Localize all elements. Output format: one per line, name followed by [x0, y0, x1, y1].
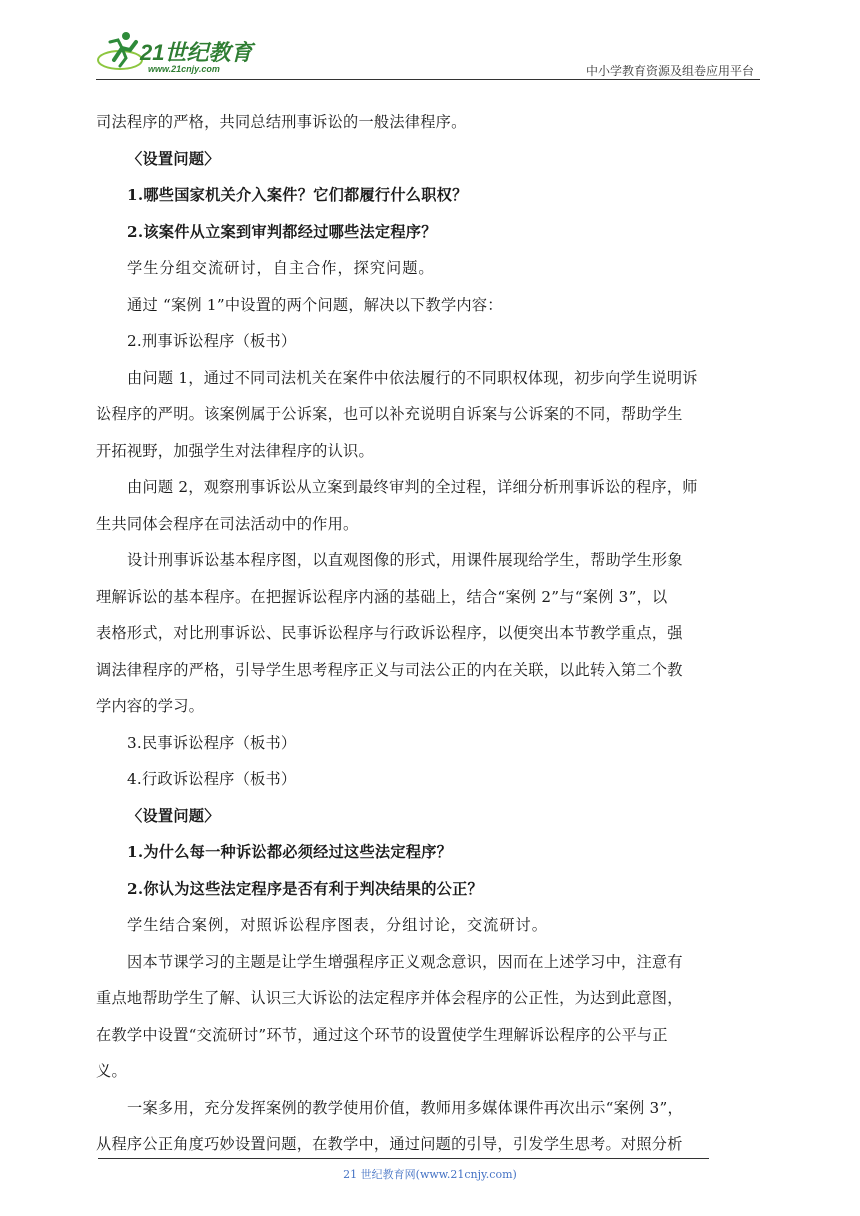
- text-line: 通过 “案例 1”中设置的两个问题，解决以下教学内容：: [127, 295, 503, 314]
- 21cnjy-logo: [96, 30, 266, 76]
- text-line: 表格形式，对比刑事诉讼、民事诉讼程序与行政诉讼程序，以便突出本节教学重点，强: [96, 624, 683, 642]
- text-line: 2.该案件从立案到审判都经过哪些法定程序？: [127, 222, 437, 241]
- text-line: 在教学中设置“交流研讨”环节，通过这个环节的设置使学生理解诉讼程序的公平与正: [96, 1025, 668, 1044]
- text-line: 1.哪些国家机关介入案件？它们都履行什么职权？: [127, 186, 468, 204]
- text-line: 义。: [96, 1062, 127, 1080]
- text-line: 重点地帮助学生了解、认识三大诉讼的法定程序并体会程序的公正性，为达到此意图，: [96, 989, 683, 1007]
- logo-text: 21世纪教育: [140, 40, 253, 65]
- text-line: 讼程序的严明。该案例属于公诉案，也可以补充说明自诉案与公诉案的不同，帮助学生: [96, 405, 683, 423]
- text-line: 3.民事诉讼程序（板书）: [127, 733, 297, 752]
- text-line: 一案多用，充分发挥案例的教学使用价值，教师用多媒体课件再次出示“案例 3”，: [127, 1098, 683, 1117]
- text-line: 开拓视野，加强学生对法律程序的认识。: [96, 441, 374, 460]
- text-line: 1.为什么每一种诉讼都必须经过这些法定程序？: [127, 843, 453, 861]
- text-line: 由问题 1，通过不同司法机关在案件中依法履行的不同职权体现，初步向学生说明诉: [127, 368, 698, 387]
- footer-divider: [98, 1158, 709, 1159]
- text-line: 2.刑事诉讼程序（板书）: [127, 332, 297, 350]
- text-line: 司法程序的严格，共同总结刑事诉讼的一般法律程序。: [96, 113, 467, 131]
- logo-url: www.21cnjy.com: [148, 64, 220, 74]
- text-line: 调法律程序的严格，引导学生思考程序正义与司法公正的内在关联，以此转入第二个教: [96, 660, 683, 679]
- document-body: [96, 104, 764, 1163]
- text-line: 〈设置问题〉: [127, 806, 220, 825]
- text-line: 设计刑事诉讼基本程序图，以直观图像的形式，用课件展现给学生，帮助学生形象: [127, 551, 683, 569]
- text-line: 学生分组交流研讨，自主合作，探究问题。: [127, 259, 435, 277]
- text-line: 由问题 2，观察刑事诉讼从立案到最终审判的全过程，详细分析刑事诉讼的程序，师: [127, 478, 698, 496]
- text-line: 学内容的学习。: [96, 697, 205, 715]
- header-divider: [96, 79, 760, 80]
- text-line: 学生结合案例，对照诉讼程序图表，分组讨论，交流研讨。: [127, 916, 548, 934]
- text-line: 4.行政诉讼程序（板书）: [127, 770, 297, 788]
- text-line: 2.你认为这些法定程序是否有利于判决结果的公正？: [127, 879, 483, 898]
- text-line: 〈设置问题〉: [127, 149, 220, 168]
- platform-name: 中小学教育资源及组卷应用平台: [585, 64, 754, 78]
- text-line: 生共同体会程序在司法活动中的作用。: [96, 514, 359, 533]
- text-line: 从程序公正角度巧妙设置问题，在教学中，通过问题的引导，引发学生思考。对照分析: [96, 1135, 683, 1153]
- text-line: 理解诉讼的基本程序。在把握诉讼程序内涵的基础上，结合“案例 2”与“案例 3”，以: [96, 587, 668, 606]
- text-line: 因本节课学习的主题是让学生增强程序正义观念意识，因而在上述学习中，注意有: [127, 952, 683, 971]
- footer-text: 21 世纪教育网(www.21cnjy.com): [343, 1168, 517, 1181]
- page-header: [96, 30, 760, 78]
